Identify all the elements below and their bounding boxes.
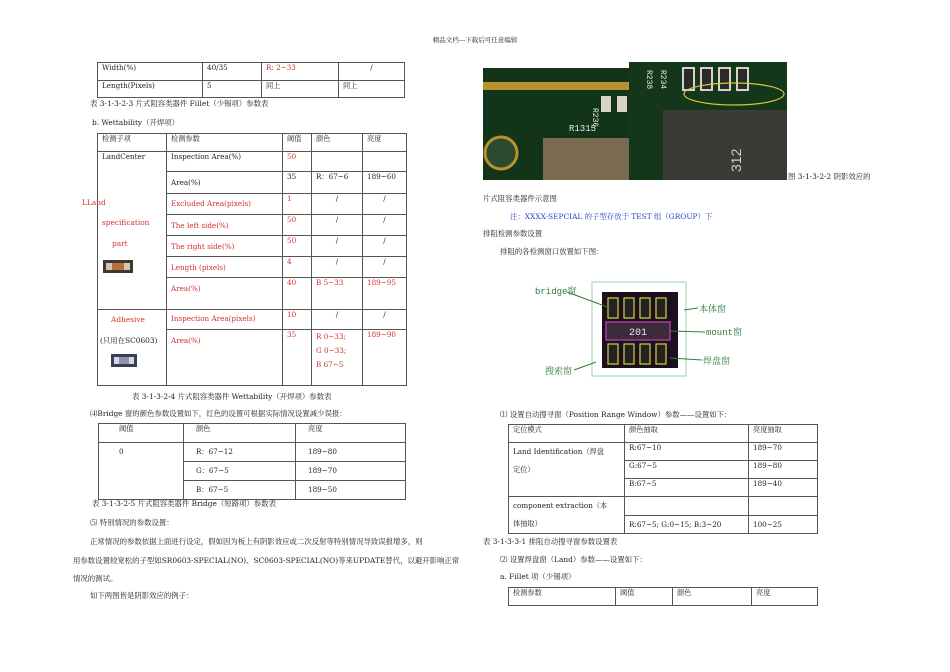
table-cell: Inspection Area(pixels) <box>167 310 283 330</box>
table-header: 阈值 <box>99 424 184 443</box>
adhesive-label: Adhesive <box>111 315 145 324</box>
adhesive-note: (只用在SC0603) <box>100 336 158 345</box>
fillet-table <box>97 62 405 98</box>
table-cell: 同上 <box>262 81 339 98</box>
mount-window-label: mount窗 <box>706 328 743 338</box>
table-cell <box>749 497 818 516</box>
body-window-label: 本体窗 <box>699 305 727 315</box>
table-cell: 50 <box>283 215 312 236</box>
section-heading: ⑵ 设置焊盘窗（Land）参数——设置如下： <box>500 555 647 564</box>
table-cell: B:67~5 <box>625 479 749 497</box>
table-cell: 同上 <box>339 81 405 98</box>
pcb-photo-right-graphic <box>629 62 787 180</box>
table-cell: Inspection Area(%) <box>167 152 283 172</box>
table-cell: LandCenter <box>98 152 167 194</box>
table-caption: 表 3-1-3-3-1 排阻自动搜寻窗参数设置表 <box>483 537 618 546</box>
table-cell: Area(%) <box>167 172 283 194</box>
pcb-label-r234: R234 <box>658 70 667 90</box>
table-cell: Length (pixels) <box>167 257 283 278</box>
table-cell: / <box>312 215 363 236</box>
paragraph: 排阻的各检测窗口放置如下图： <box>500 247 604 256</box>
table-header: 亮度 <box>296 424 406 443</box>
table-cell <box>312 330 363 386</box>
table-row <box>98 63 405 81</box>
table-cell: The right side(%) <box>167 236 283 257</box>
table-row <box>509 588 818 606</box>
table-row <box>98 81 405 98</box>
section-heading: b. Wettability（开焊项） <box>92 118 180 127</box>
wettability-table <box>97 133 407 386</box>
table-cell: / <box>312 257 363 278</box>
table-cell <box>509 497 625 534</box>
table-header: 颜色 <box>673 588 752 606</box>
paragraph: 如下两图皆是阴影效应的例子： <box>90 591 194 600</box>
table-cell: 0 <box>99 443 184 500</box>
table-cell <box>312 152 363 172</box>
cell-line: 定位） <box>513 465 535 474</box>
table-cell: 100~25 <box>749 515 818 534</box>
table-header: 阈值 <box>616 588 673 606</box>
table-row <box>509 443 818 461</box>
table-cell: 189~90 <box>363 330 407 386</box>
cell-line: 体抽取） <box>513 519 542 528</box>
table-cell: Width(%) <box>98 63 203 81</box>
table-cell: R:67~5; G:0~15; B:3~20 <box>625 515 749 534</box>
table-caption: 表 3-1-3-2-5 片式阻容类器件 Bridge（短路项）参数表 <box>92 499 276 508</box>
page-header: 精品文档---下载后可任意编辑 <box>432 36 518 44</box>
section-heading: ⑸ 特别情况的参数设置： <box>90 518 174 527</box>
cell-line: component extraction（本 <box>513 501 608 510</box>
chip-resistor-image <box>103 260 133 273</box>
paragraph: ⑷Bridge 窗的颜色参数设置如下，红色的设置可根据实际情况设置减少误报： <box>90 409 347 418</box>
table-caption: 表 3-1-3-2-4 片式阻容类器件 Wettability（开焊项）参数表 <box>132 392 332 401</box>
table-cell: R: 2~33 <box>262 63 339 81</box>
pcb-label-r236: R236 <box>590 108 599 128</box>
table-cell: 4 <box>283 257 312 278</box>
table-cell: The left side(%) <box>167 215 283 236</box>
table-cell: / <box>363 236 407 257</box>
table-cell: R:67~10 <box>625 443 749 461</box>
paragraph: 用参数设置较宽松的子型如SR0603-SPECIAL(NO)、SC0603-SPECIAL(NO)等来UPDATE替代，以避开影响正常 <box>73 556 460 565</box>
table-cell: / <box>363 194 407 215</box>
table-caption: 表 3-1-3-2-3 片式阻容类器件 Fillet（少锡项）参数表 <box>90 99 269 108</box>
array-window-diagram <box>530 280 760 380</box>
pcb-label-312: 312 <box>728 148 744 172</box>
table-cell: B 5~33 <box>312 278 363 310</box>
table-cell: 189~70 <box>749 443 818 461</box>
table-cell: R：67~12 <box>184 443 296 462</box>
table-cell: Excluded Area(pixels) <box>167 194 283 215</box>
table-cell: B：67~5 <box>184 481 296 500</box>
color-range: R 0~33; <box>316 332 346 341</box>
table-header: 亮度 <box>752 588 818 606</box>
paragraph: 正常情况的参数依据上面进行设定，假如因为板上有阴影效应或二次反射等特别情况导致误报增多，则 <box>90 537 423 546</box>
table-cell: G:67~5 <box>625 461 749 479</box>
table-cell: / <box>363 215 407 236</box>
note: 注：XXXX-SEPCIAL 的子型存放于 TEST 组（GROUP）下 <box>510 212 713 221</box>
cell-line: Land Identification（焊盘 <box>513 447 604 456</box>
table-header: 亮度 <box>363 134 407 152</box>
table-cell: Length(Pixels) <box>98 81 203 98</box>
pcb-photo-right <box>629 62 787 180</box>
search-window-label: 搜索窗 <box>545 367 573 377</box>
table-cell <box>625 497 749 516</box>
table-row <box>98 134 407 152</box>
table-cell: 189~70 <box>296 462 406 481</box>
section-heading: ⑴ 设置自动搜寻窗（Position Range Window）参数——设置如下： <box>500 410 732 419</box>
figure-caption: 图 3-1-3-2-2 阴影效应的 <box>788 172 871 181</box>
table-row <box>98 152 407 172</box>
table-cell: / <box>312 310 363 330</box>
chip-capacitor-image <box>111 354 137 367</box>
pcb-label-r1315: R1315 <box>569 124 597 134</box>
bridge-window-label: bridge窗 <box>535 287 577 297</box>
table-header: 亮度抽取 <box>749 425 818 443</box>
table-row <box>98 194 407 215</box>
table-header: 定位模式 <box>509 425 625 443</box>
table-cell: 10 <box>283 310 312 330</box>
table-cell <box>363 152 407 172</box>
table-cell: 50 <box>283 152 312 172</box>
table-header: 颜色 <box>312 134 363 152</box>
table-cell: 189~80 <box>296 443 406 462</box>
table-cell: 40/35 <box>203 63 262 81</box>
paragraph: 情况的测试。 <box>73 574 118 583</box>
land-label-3: part <box>112 239 128 248</box>
table-cell: R：67~6 <box>312 172 363 194</box>
color-range: B 67~5 <box>316 360 344 369</box>
table-row <box>99 443 406 462</box>
section-heading: 排阻检测参数设置 <box>483 229 543 238</box>
table-row <box>99 424 406 443</box>
table-cell: 189~95 <box>363 278 407 310</box>
table-header: 检测子项 <box>98 134 167 152</box>
table-cell: 50 <box>283 236 312 257</box>
table-cell: 189~50 <box>296 481 406 500</box>
table-header: 检测参数 <box>509 588 616 606</box>
table-cell <box>509 443 625 497</box>
table-cell: / <box>312 194 363 215</box>
table-cell: Area(%) <box>167 278 283 310</box>
table-cell: G：67~5 <box>184 462 296 481</box>
auto-search-table <box>508 424 818 534</box>
table-cell: 1 <box>283 194 312 215</box>
table-cell: 40 <box>283 278 312 310</box>
pad-window-label: 焊盘窗 <box>703 357 731 367</box>
section-heading: a. Fillet 项（少锡项） <box>500 572 576 581</box>
table-row <box>509 425 818 443</box>
table-row <box>509 497 818 516</box>
chip-marking: 201 <box>628 328 648 339</box>
table-header: 颜色抽取 <box>625 425 749 443</box>
land-label-1: LLand <box>82 198 106 207</box>
figure-caption: 片式阻容类器件示意图 <box>483 194 557 203</box>
table-header: 阈值 <box>283 134 312 152</box>
table-cell: Area(%) <box>167 330 283 386</box>
pcb-label-r238: R238 <box>644 70 653 90</box>
table-cell: / <box>363 310 407 330</box>
pcb-photo-left <box>483 68 629 180</box>
pcb-photo-left-graphic <box>483 68 629 180</box>
table-cell: 35 <box>283 172 312 194</box>
table-cell: / <box>312 236 363 257</box>
land-param-table <box>508 587 818 606</box>
table-cell: / <box>339 63 405 81</box>
land-label-2: specification <box>102 218 150 227</box>
table-header: 颜色 <box>184 424 296 443</box>
table-cell: 35 <box>283 330 312 386</box>
land-spec-cell <box>98 194 167 310</box>
table-cell: 189~80 <box>749 461 818 479</box>
table-header: 检测参数 <box>167 134 283 152</box>
table-cell: 189~40 <box>749 479 818 497</box>
bridge-table <box>98 423 406 500</box>
table-cell: 5 <box>203 81 262 98</box>
table-cell: 189~60 <box>363 172 407 194</box>
color-range: G 0~33; <box>316 346 347 355</box>
table-cell: / <box>363 257 407 278</box>
